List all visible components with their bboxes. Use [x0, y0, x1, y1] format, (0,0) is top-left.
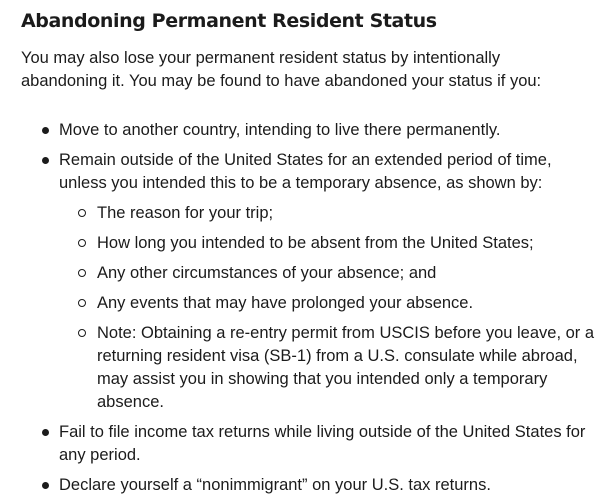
sub-list-item — [59, 202, 596, 225]
bullet-icon — [42, 127, 49, 134]
sub-list-item-text: Any other circumstances of your absence; and — [97, 264, 437, 282]
bullet-icon — [42, 429, 49, 436]
sub-list-item-text: Any events that may have prolonged your absence. — [97, 294, 474, 312]
abandonment-criteria-list — [21, 119, 596, 497]
list-item-text: Remain outside of the United States for an extended period of time, unless you intended this to be a temporary absence, as shown by: — [59, 151, 552, 192]
sub-list-item — [59, 292, 596, 315]
bullet-icon — [42, 157, 49, 164]
list-item-text: Declare yourself a “nonimmigrant” on your U.S. tax returns. — [59, 476, 491, 494]
circle-bullet-icon — [78, 329, 86, 337]
sub-list-item — [59, 322, 596, 414]
sub-list-item-text: The reason for your trip; — [97, 204, 274, 222]
sub-list-item — [59, 232, 596, 255]
circle-bullet-icon — [78, 239, 86, 247]
circle-bullet-icon — [78, 209, 86, 217]
list-item — [21, 119, 596, 142]
page-title: Abandoning Permanent Resident Status — [21, 10, 437, 32]
sub-list-item-text: How long you intended to be absent from the United States; — [97, 234, 534, 252]
list-item-text: Move to another country, intending to live there permanently. — [59, 121, 501, 139]
circle-bullet-icon — [78, 269, 86, 277]
sub-list-item-text: Note: Obtaining a re-entry permit from USCIS before you leave, or a returning resident visa (SB-1) from a U.S. consulate while abroad, may assist you in showing that you intended only a temporary absence. — [97, 324, 595, 411]
sub-list-item — [59, 262, 596, 285]
circle-bullet-icon — [78, 299, 86, 307]
list-item — [21, 149, 596, 414]
intro-paragraph: You may also lose your permanent resident status by intentionally abandoning it. You may be found to have abandoned your status if you: — [21, 49, 542, 90]
list-item — [21, 421, 596, 467]
list-item-text: Fail to file income tax returns while living outside of the United States for any period. — [59, 423, 586, 464]
absence-evidence-list — [59, 202, 596, 414]
document-content — [21, 8, 596, 504]
list-item — [21, 474, 596, 497]
bullet-icon — [42, 482, 49, 489]
